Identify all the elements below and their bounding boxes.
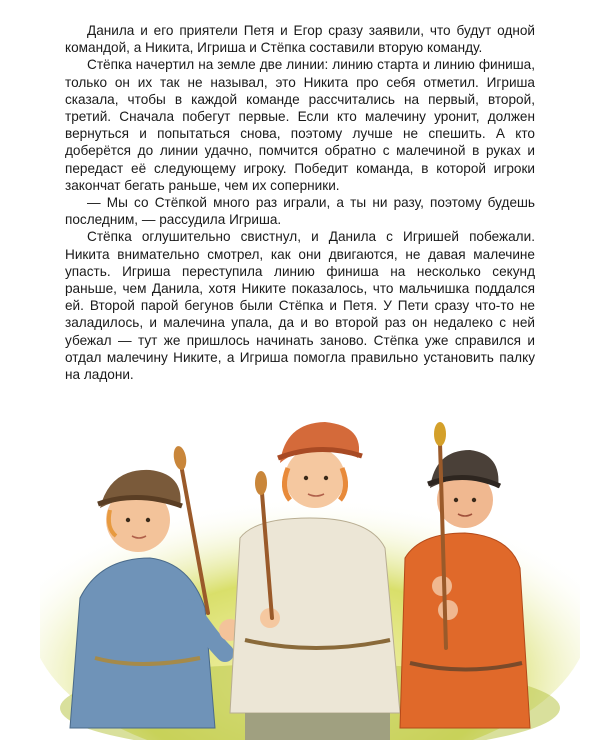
- paragraph-3: — Мы со Стёпкой много раз играли, а ты ни разу, поэтому будешь последним, — рассудила Игриша.: [65, 195, 535, 228]
- left-boy-shirt: [70, 558, 215, 728]
- right-boy-shirt: [400, 533, 530, 728]
- center-boy-shirt: [230, 518, 400, 713]
- center-boy-face: [285, 448, 345, 508]
- three-boys-illustration: [40, 408, 580, 740]
- story-text: [65, 22, 535, 383]
- boy-right: [400, 422, 530, 728]
- paragraph-1: Данила и его приятели Петя и Егор сразу заявили, что будут одной командой, а Никита, Игриша и Стёпка составили вторую команду.: [65, 23, 535, 56]
- paragraph-4: Стёпка оглушительно свистнул, и Данила с Игришей побежали. Никита внимательно смотрел, как они двигаются, не давая малечине упасть. Игриша переступила линию финиша на несколько секунд раньше, чем Данила, хотя Никите показалось, что мальчишка поддался ей. Второй парой бегунов были Стёпка и Петя. У Пети сразу что-то не заладилось, и малечина упала, да и во второй раз он недалеко с ней убежал — тут же пришлось начинать заново. Стёпка уже справился и отдал малечину Никите, а Игриша помогла правильно установить палку на ладони.: [65, 229, 535, 383]
- boy-center: [230, 422, 400, 740]
- paragraph-2: Стёпка начертил на земле две линии: линию старта и линию финиша, только он их так не называл, это Никита про себя отметил. Игриша сказала, чтобы в каждой команде рассчитались на первый, второй, третий. Сначала побегут первые. Если кто малечину уронит, должен вернуться и попытаться снова, поэтому лучше не спешить. А кто доберётся до линии удачно, помчится обратно с малечиной в руках и передаст её следующему игроку. Победит команда, в которой игроки закончат бегать раньше, чем их соперники.: [65, 57, 535, 193]
